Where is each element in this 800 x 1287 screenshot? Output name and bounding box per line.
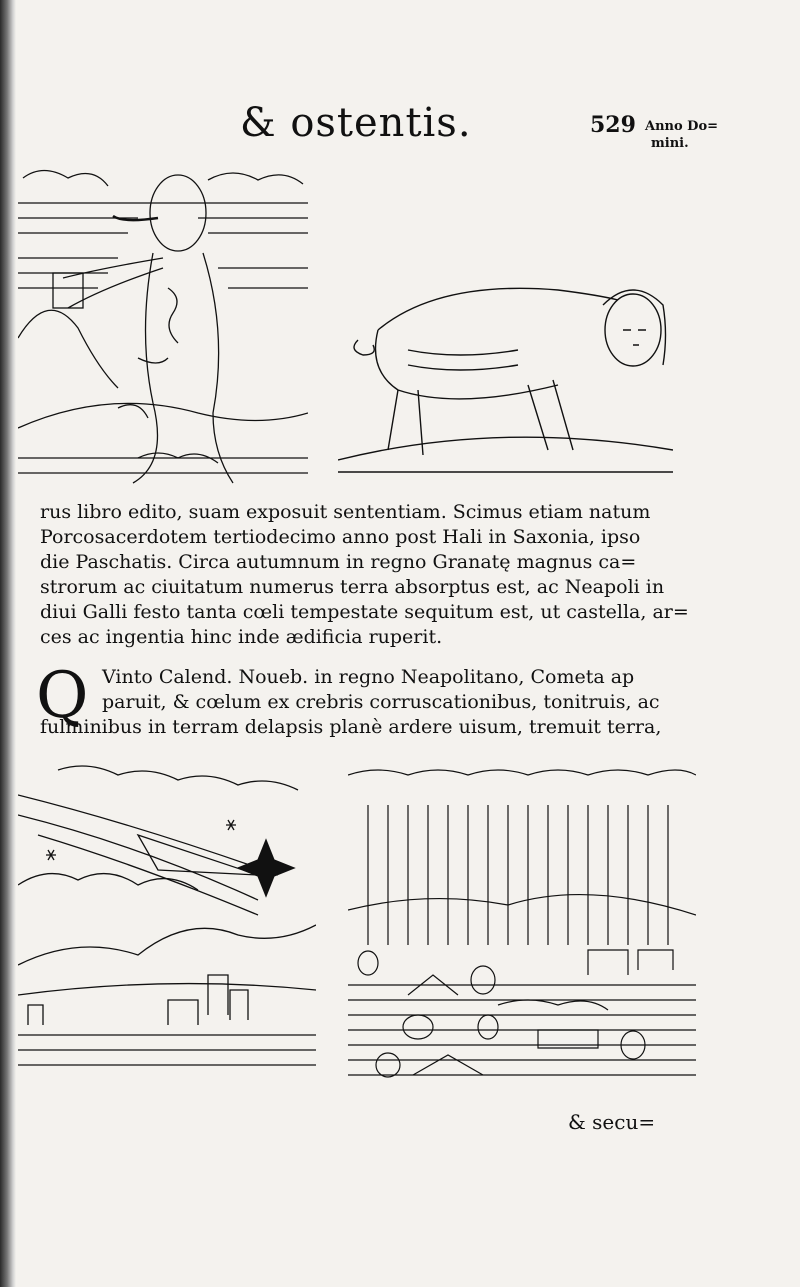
- text-line: strorum ac ciuitatum numerus terra absorptus est, ac Neapoli in: [40, 576, 665, 598]
- year-note-line: mini.: [651, 136, 689, 151]
- monster-man-woodcut: [18, 158, 308, 493]
- flood-woodcut: [348, 765, 696, 1090]
- flood-illustration: [348, 765, 696, 1090]
- text-line: Porcosacerdotem tertiodecimo anno post Hali in Saxonia, ipso: [40, 526, 641, 548]
- text-line: ces ac ingentia hinc inde ædificia ruperit.: [40, 626, 443, 648]
- text-line: Vinto Calend. Noueb. in regno Neapolitano, Cometa ap: [102, 666, 635, 688]
- comet-woodcut: [18, 765, 316, 1070]
- monster-man-illustration: [18, 158, 308, 493]
- pig-illustration: [338, 250, 673, 475]
- year-note-line: Anno Do=: [645, 119, 719, 134]
- text-line: rus libro edito, suam exposuit sententiam. Scimus etiam natum: [40, 501, 651, 523]
- catchword: & secu=: [568, 1110, 656, 1134]
- page-number: 529: [590, 112, 636, 138]
- body-paragraph-2: [40, 665, 662, 740]
- text-line: die Paschatis. Circa autumnum in regno Granatę magnus ca=: [40, 551, 637, 573]
- text-line: paruit, & cœlum ex crebris corruscationibus, tonitruis, ac: [102, 691, 660, 713]
- body-paragraph-1: [40, 500, 689, 650]
- year-margin-note: [645, 118, 745, 152]
- text-line: diui Galli festo tanta cœli tempestate sequitum est, ut castella, ar=: [40, 601, 689, 623]
- running-head: & ostentis.: [240, 100, 472, 146]
- book-binding-edge: [0, 0, 16, 1287]
- comet-illustration: [18, 765, 316, 1070]
- drop-cap: Q: [36, 659, 89, 733]
- human-faced-pig-woodcut: [338, 250, 673, 475]
- text-line: fulminibus in terram delapsis planè ardere uisum, tremuit terra,: [40, 716, 662, 738]
